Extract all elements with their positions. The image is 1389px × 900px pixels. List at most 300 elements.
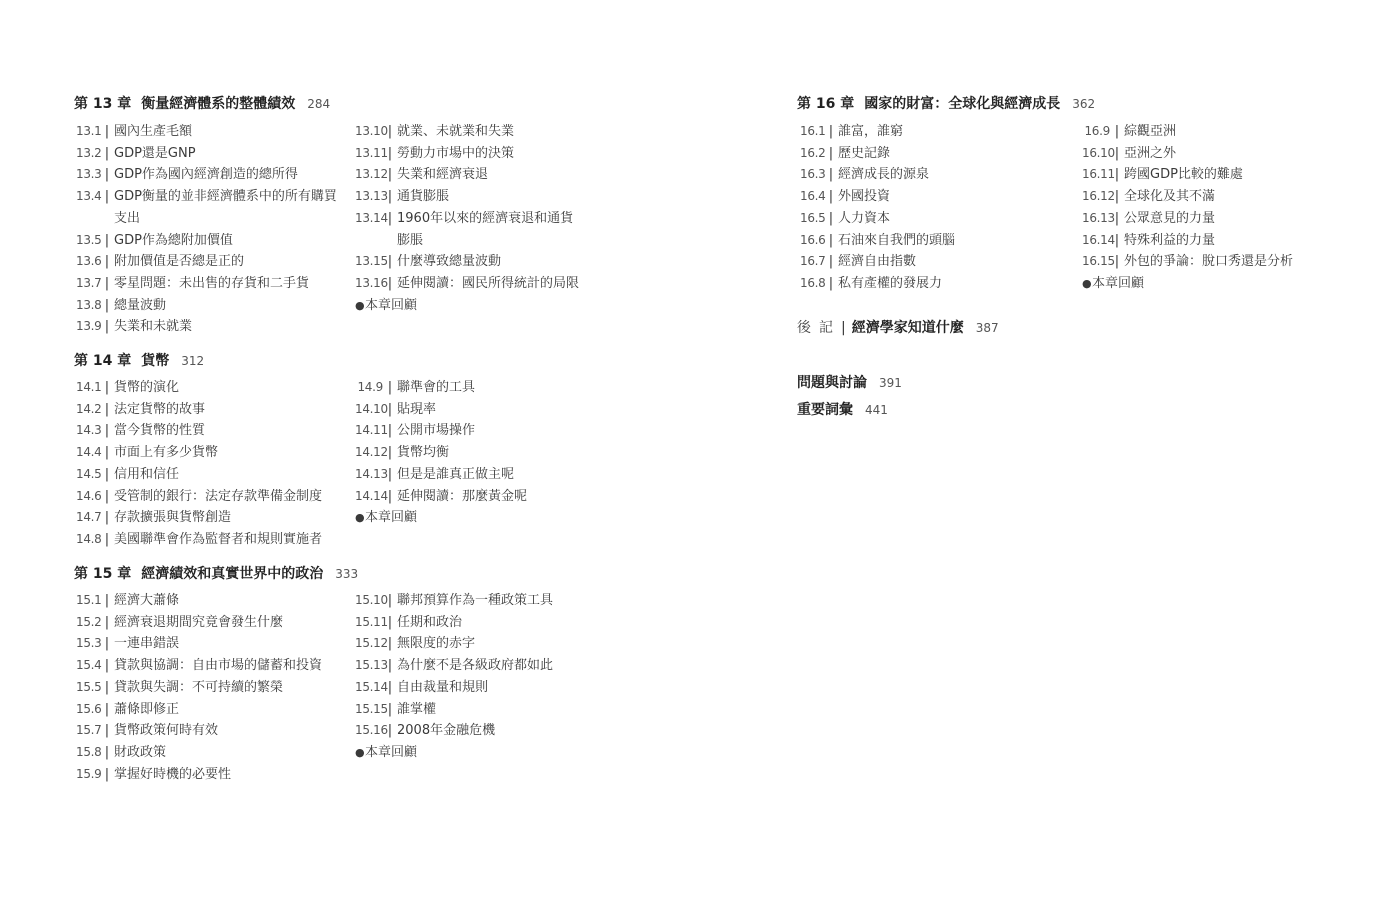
chapter-16-right-column xyxy=(1082,121,1293,295)
separator: | xyxy=(387,124,393,139)
bullet-icon: ● xyxy=(1082,276,1092,290)
section-title-line: 但是是誰真正做主呢 xyxy=(397,466,515,482)
section-number: 16.11 xyxy=(1082,167,1115,182)
separator: | xyxy=(828,167,834,183)
section-title-line: 為什麼不是各級政府都如此 xyxy=(397,658,554,674)
separator: | xyxy=(387,423,393,439)
chapter-review-label: 本章回顧 xyxy=(365,297,418,313)
section-title xyxy=(1124,143,1176,165)
section-title xyxy=(397,273,579,295)
section-title-line: 當今貨幣的性質 xyxy=(114,423,206,439)
section-title xyxy=(397,143,514,165)
chapter-review-entry xyxy=(355,742,553,764)
section-title-line: 石油來自我們的頭腦 xyxy=(838,232,956,248)
separator: | xyxy=(387,167,393,183)
page-number: 312 xyxy=(181,354,205,368)
section-number: 14.4 xyxy=(76,445,102,460)
section-title xyxy=(397,612,462,634)
toc-entry xyxy=(800,251,955,273)
chapter-title: 衡量經濟體系的整體績效 xyxy=(141,96,296,112)
section-title xyxy=(397,420,475,442)
separator: | xyxy=(387,254,393,270)
section-title xyxy=(397,121,514,143)
section-title-line: 聯準會的工具 xyxy=(397,380,476,395)
toc-entry xyxy=(355,251,579,273)
section-title-line: 貸款與協調：自由市場的儲蓄和投資 xyxy=(114,658,323,674)
section-title xyxy=(1124,251,1293,273)
section-title-line: 貨幣的演化 xyxy=(114,380,180,395)
page-number: 333 xyxy=(335,567,359,581)
toc-entry xyxy=(800,208,955,230)
section-number: 13.10 xyxy=(355,124,388,138)
section-title xyxy=(114,677,283,699)
section-title xyxy=(397,655,553,677)
section-title-line: 經濟自由指數 xyxy=(838,254,917,270)
section-number: 15.5 xyxy=(76,679,102,694)
toc-entry xyxy=(355,208,579,251)
section-title-line: 勞動力市場中的決策 xyxy=(397,145,515,161)
chapter-14-heading xyxy=(74,352,204,370)
toc-entry xyxy=(76,486,322,508)
separator: | xyxy=(387,145,393,161)
section-title xyxy=(397,399,436,421)
separator: | xyxy=(387,614,393,630)
bullet-icon: ● xyxy=(355,511,365,525)
separator: | xyxy=(387,488,393,504)
chapter-13-right-column xyxy=(355,121,579,316)
toc-entry xyxy=(1082,230,1293,252)
section-title xyxy=(114,377,179,399)
section-number: 15.10 xyxy=(355,593,388,607)
section-title-line: 自由裁量和規則 xyxy=(397,679,489,695)
toc-entry xyxy=(1082,121,1293,143)
section-title-line: 貼現率 xyxy=(397,401,437,417)
section-title-line: 經濟衰退期間究竟會發生什麼 xyxy=(114,614,284,630)
section-number: 15.14 xyxy=(355,679,388,694)
section-title-line: GDP還是GNP xyxy=(114,145,196,161)
separator: | xyxy=(104,445,110,461)
section-number: 15.8 xyxy=(76,744,102,759)
toc-entry xyxy=(76,164,337,186)
section-number: 15.16 xyxy=(355,723,388,738)
section-number: 14.9 xyxy=(357,380,383,394)
section-title xyxy=(397,377,475,399)
section-title xyxy=(114,699,179,721)
section-number: 14.13 xyxy=(355,466,388,481)
section-number: 16.9 xyxy=(1084,124,1110,138)
separator: | xyxy=(387,189,393,205)
toc-entry xyxy=(76,442,322,464)
section-title xyxy=(397,164,488,186)
section-title xyxy=(397,590,553,612)
section-title-line: 蕭條即修正 xyxy=(114,701,180,717)
section-title-line: 誰富，誰窮 xyxy=(838,124,904,139)
section-number: 15.4 xyxy=(76,658,102,673)
separator: | xyxy=(104,275,110,291)
section-number: 13.8 xyxy=(76,297,102,312)
section-number: 16.3 xyxy=(800,167,826,182)
section-title-line: 什麼導致總量波動 xyxy=(397,254,502,270)
separator: | xyxy=(1114,210,1120,226)
section-number: 16.1 xyxy=(800,124,826,138)
chapter-14-right-column xyxy=(355,377,527,529)
separator: | xyxy=(104,297,110,313)
separator: | xyxy=(104,466,110,482)
toc-entry xyxy=(355,720,553,742)
section-number: 16.5 xyxy=(800,210,826,225)
separator: | xyxy=(104,636,110,652)
toc-entry xyxy=(76,377,322,399)
separator: | xyxy=(387,593,393,608)
separator: | xyxy=(104,744,110,760)
section-title-line: 法定貨幣的故事 xyxy=(114,401,206,417)
section-number: 15.15 xyxy=(355,701,388,716)
separator: | xyxy=(104,254,110,270)
section-number: 13.14 xyxy=(355,210,388,225)
chapter-15-right-column xyxy=(355,590,553,764)
section-number: 13.11 xyxy=(355,145,388,160)
section-title xyxy=(397,464,514,486)
section-title xyxy=(397,186,449,208)
section-title-line: 美國聯準會作為監督者和規則實施者 xyxy=(114,531,323,547)
section-title xyxy=(838,186,890,208)
toc-entry xyxy=(76,677,322,699)
section-number: 15.13 xyxy=(355,658,388,673)
afterword-title: 經濟學家知道什麼 xyxy=(851,320,964,336)
section-title xyxy=(397,633,475,655)
separator: | xyxy=(387,210,393,226)
section-title xyxy=(1124,121,1176,143)
toc-entry xyxy=(1082,143,1293,165)
toc-entry xyxy=(1082,208,1293,230)
section-title-line: 私有產權的發展力 xyxy=(838,275,943,291)
section-title xyxy=(397,208,573,251)
section-title xyxy=(838,273,942,295)
toc-entry xyxy=(355,442,527,464)
separator: | xyxy=(828,124,834,139)
glossary-title: 重要詞彙 xyxy=(797,402,853,418)
separator: | xyxy=(387,723,393,739)
section-title-line: 經濟成長的源泉 xyxy=(838,167,930,183)
chapter-review-entry xyxy=(1082,273,1293,295)
toc-entry xyxy=(76,612,322,634)
section-number: 16.8 xyxy=(800,275,826,290)
section-title-line: 誰掌權 xyxy=(397,701,437,717)
chapter-15-left-column xyxy=(76,590,322,785)
separator: | xyxy=(841,320,846,336)
section-title xyxy=(397,442,449,464)
toc-entry xyxy=(1082,164,1293,186)
separator: | xyxy=(828,275,834,291)
toc-entry xyxy=(355,486,527,508)
section-number: 14.14 xyxy=(355,488,388,503)
toc-entry xyxy=(800,164,955,186)
section-title xyxy=(1124,208,1215,230)
separator: | xyxy=(1114,254,1120,270)
section-title-line: 歷史記錄 xyxy=(838,145,891,161)
section-title xyxy=(1124,230,1215,252)
section-title xyxy=(1124,164,1243,186)
toc-entry xyxy=(76,720,322,742)
separator: | xyxy=(104,167,110,183)
section-title xyxy=(114,121,192,143)
toc-entry xyxy=(76,143,337,165)
section-number: 16.12 xyxy=(1082,189,1115,204)
questions-title: 問題與討論 xyxy=(797,375,867,391)
toc-entry xyxy=(76,655,322,677)
section-title-line: 外國投資 xyxy=(838,189,891,205)
section-title xyxy=(114,507,231,529)
afterword-prefix: 後記 xyxy=(797,320,841,336)
section-number: 14.11 xyxy=(355,423,388,438)
section-number: 13.6 xyxy=(76,254,102,269)
section-title-line: 延伸閱讀：那麼黃金呢 xyxy=(397,488,528,504)
section-title-line: 無限度的赤字 xyxy=(397,636,476,652)
section-title-continuation: 膨脹 xyxy=(397,232,424,248)
section-title xyxy=(397,251,501,273)
separator: | xyxy=(104,401,110,417)
toc-entry xyxy=(355,164,579,186)
section-title-line: 亞洲之外 xyxy=(1124,145,1177,161)
separator: | xyxy=(104,723,110,739)
toc-entry xyxy=(76,251,337,273)
section-number: 16.14 xyxy=(1082,232,1115,247)
chapter-number: 第 16 章 xyxy=(797,96,855,112)
separator: | xyxy=(104,701,110,717)
chapter-14-left-column xyxy=(76,377,322,551)
section-title-line: 存款擴張與貨幣創造 xyxy=(114,510,232,526)
toc-entry xyxy=(800,230,955,252)
section-number: 14.6 xyxy=(76,488,102,503)
chapter-review-label: 本章回顧 xyxy=(365,510,418,526)
section-title xyxy=(114,399,205,421)
section-number: 13.3 xyxy=(76,167,102,182)
separator: | xyxy=(1114,124,1120,139)
separator: | xyxy=(387,636,393,652)
toc-entry xyxy=(355,612,553,634)
section-number: 15.9 xyxy=(76,766,102,781)
section-title-line: 任期和政治 xyxy=(397,614,463,630)
chapter-title: 經濟績效和真實世界中的政治 xyxy=(141,566,324,582)
section-title xyxy=(114,186,337,229)
toc-entry xyxy=(355,420,527,442)
afterword-entry xyxy=(797,318,999,337)
section-title-line: 通貨膨脹 xyxy=(397,189,450,205)
section-title xyxy=(114,655,322,677)
toc-entry xyxy=(355,464,527,486)
section-title xyxy=(114,464,179,486)
toc-entry xyxy=(76,590,322,612)
separator: | xyxy=(104,124,110,139)
toc-entry xyxy=(76,230,337,252)
toc-entry xyxy=(1082,186,1293,208)
separator: | xyxy=(387,679,393,695)
toc-entry xyxy=(355,273,579,295)
section-title xyxy=(838,208,890,230)
separator: | xyxy=(104,658,110,674)
toc-entry xyxy=(76,420,322,442)
section-number: 13.15 xyxy=(355,254,388,269)
section-title xyxy=(114,164,298,186)
section-title-line: 聯邦預算作為一種政策工具 xyxy=(397,593,554,608)
section-title-line: 經濟大蕭條 xyxy=(114,593,180,608)
section-number: 14.8 xyxy=(76,531,102,546)
toc-entry xyxy=(800,121,955,143)
glossary-entry xyxy=(797,400,888,419)
section-number: 16.2 xyxy=(800,145,826,160)
toc-entry xyxy=(355,633,553,655)
bullet-icon: ● xyxy=(355,298,365,312)
section-title-line: 延伸閱讀：國民所得統計的局限 xyxy=(397,275,580,291)
chapter-number: 第 14 章 xyxy=(74,353,132,369)
section-number: 14.5 xyxy=(76,466,102,481)
toc-entry xyxy=(355,677,553,699)
section-title xyxy=(114,295,166,317)
section-title-line: 總量波動 xyxy=(114,297,167,313)
section-title-line: 全球化及其不滿 xyxy=(1124,189,1216,205)
section-title-line: GDP衡量的並非經濟體系中的所有購買 xyxy=(114,189,337,205)
section-number: 14.1 xyxy=(76,380,102,394)
separator: | xyxy=(104,679,110,695)
separator: | xyxy=(104,766,110,782)
section-number: 16.6 xyxy=(800,232,826,247)
section-title xyxy=(397,486,527,508)
section-title xyxy=(114,273,309,295)
section-title-line: GDP作為國內經濟創造的總所得 xyxy=(114,167,298,183)
separator: | xyxy=(387,380,393,395)
section-title xyxy=(114,590,179,612)
section-title xyxy=(397,677,488,699)
chapter-number: 第 13 章 xyxy=(74,96,132,112)
section-title-line: 失業和未就業 xyxy=(114,319,193,335)
section-title xyxy=(114,742,166,764)
section-title-line: 綜觀亞洲 xyxy=(1124,124,1177,139)
section-number: 13.7 xyxy=(76,275,102,290)
section-number: 16.13 xyxy=(1082,210,1115,225)
chapter-13-left-column xyxy=(76,121,337,338)
section-title-line: 信用和信任 xyxy=(114,466,180,482)
section-number: 13.9 xyxy=(76,319,102,334)
separator: | xyxy=(828,189,834,205)
toc-entry xyxy=(355,186,579,208)
toc-entry xyxy=(1082,251,1293,273)
separator: | xyxy=(104,593,110,608)
section-number: 13.4 xyxy=(76,189,102,204)
chapter-title: 國家的財富：全球化與經濟成長 xyxy=(864,96,1061,112)
toc-entry xyxy=(76,633,322,655)
toc-entry xyxy=(800,186,955,208)
section-title-line: 掌握好時機的必要性 xyxy=(114,766,232,782)
section-number: 13.16 xyxy=(355,275,388,290)
toc-entry xyxy=(355,143,579,165)
toc-entry xyxy=(76,699,322,721)
section-title xyxy=(838,143,890,165)
toc-entry xyxy=(76,121,337,143)
section-number: 15.3 xyxy=(76,636,102,651)
section-title xyxy=(114,529,322,551)
section-number: 14.3 xyxy=(76,423,102,438)
section-title xyxy=(114,442,218,464)
chapter-review-entry xyxy=(355,507,527,529)
chapter-number: 第 15 章 xyxy=(74,566,132,582)
section-title xyxy=(114,720,218,742)
section-title xyxy=(838,251,916,273)
toc-entry xyxy=(76,764,322,786)
section-title-line: 1960年以來的經濟衰退和通貨 xyxy=(397,210,574,226)
chapter-15-heading xyxy=(74,565,358,583)
chapter-16-left-column xyxy=(800,121,955,295)
section-number: 15.7 xyxy=(76,723,102,738)
section-title xyxy=(114,486,322,508)
section-title xyxy=(114,143,196,165)
section-title-line: 貨幣均衡 xyxy=(397,445,450,461)
toc-entry xyxy=(76,273,337,295)
section-title-line: 2008年金融危機 xyxy=(397,723,496,739)
section-title xyxy=(114,251,244,273)
section-number: 13.13 xyxy=(355,189,388,204)
section-title-line: 受管制的銀行：法定存款準備金制度 xyxy=(114,488,323,504)
chapter-review-label: 本章回顧 xyxy=(365,744,418,760)
separator: | xyxy=(1114,189,1120,205)
separator: | xyxy=(104,232,110,248)
separator: | xyxy=(387,275,393,291)
page-number: 362 xyxy=(1072,97,1096,111)
page-number: 284 xyxy=(307,97,331,111)
section-number: 15.1 xyxy=(76,593,102,607)
section-number: 13.1 xyxy=(76,124,102,138)
section-number: 13.5 xyxy=(76,232,102,247)
section-title-line: 市面上有多少貨幣 xyxy=(114,445,219,461)
separator: | xyxy=(104,319,110,335)
section-title-line: 零星問題：未出售的存貨和二手貨 xyxy=(114,275,310,291)
toc-entry xyxy=(355,121,579,143)
toc-entry xyxy=(76,507,322,529)
section-number: 14.2 xyxy=(76,401,102,416)
page-number: 441 xyxy=(865,403,888,417)
section-number: 15.2 xyxy=(76,614,102,629)
separator: | xyxy=(387,445,393,461)
section-title xyxy=(114,316,192,338)
chapter-title: 貨幣 xyxy=(141,353,170,369)
section-title-line: 貸款與失調：不可持續的繁榮 xyxy=(114,679,284,695)
separator: | xyxy=(104,145,110,161)
section-title xyxy=(114,612,283,634)
section-title-continuation: 支出 xyxy=(114,210,141,226)
section-number: 14.10 xyxy=(355,401,388,416)
separator: | xyxy=(104,189,110,205)
section-title xyxy=(397,720,495,742)
section-number: 13.2 xyxy=(76,145,102,160)
separator: | xyxy=(1114,167,1120,183)
separator: | xyxy=(828,145,834,161)
separator: | xyxy=(104,531,110,547)
separator: | xyxy=(387,466,393,482)
separator: | xyxy=(104,488,110,504)
section-number: 14.7 xyxy=(76,510,102,525)
section-number: 16.7 xyxy=(800,254,826,269)
section-title-line: 失業和經濟衰退 xyxy=(397,167,489,183)
separator: | xyxy=(387,701,393,717)
section-number: 15.12 xyxy=(355,636,388,651)
chapter-16-heading xyxy=(797,95,1095,113)
section-title xyxy=(114,633,179,655)
toc-entry xyxy=(76,186,337,229)
section-number: 16.15 xyxy=(1082,254,1115,269)
separator: | xyxy=(828,232,834,248)
section-title xyxy=(114,420,205,442)
questions-entry xyxy=(797,373,902,392)
section-number: 15.11 xyxy=(355,614,388,629)
